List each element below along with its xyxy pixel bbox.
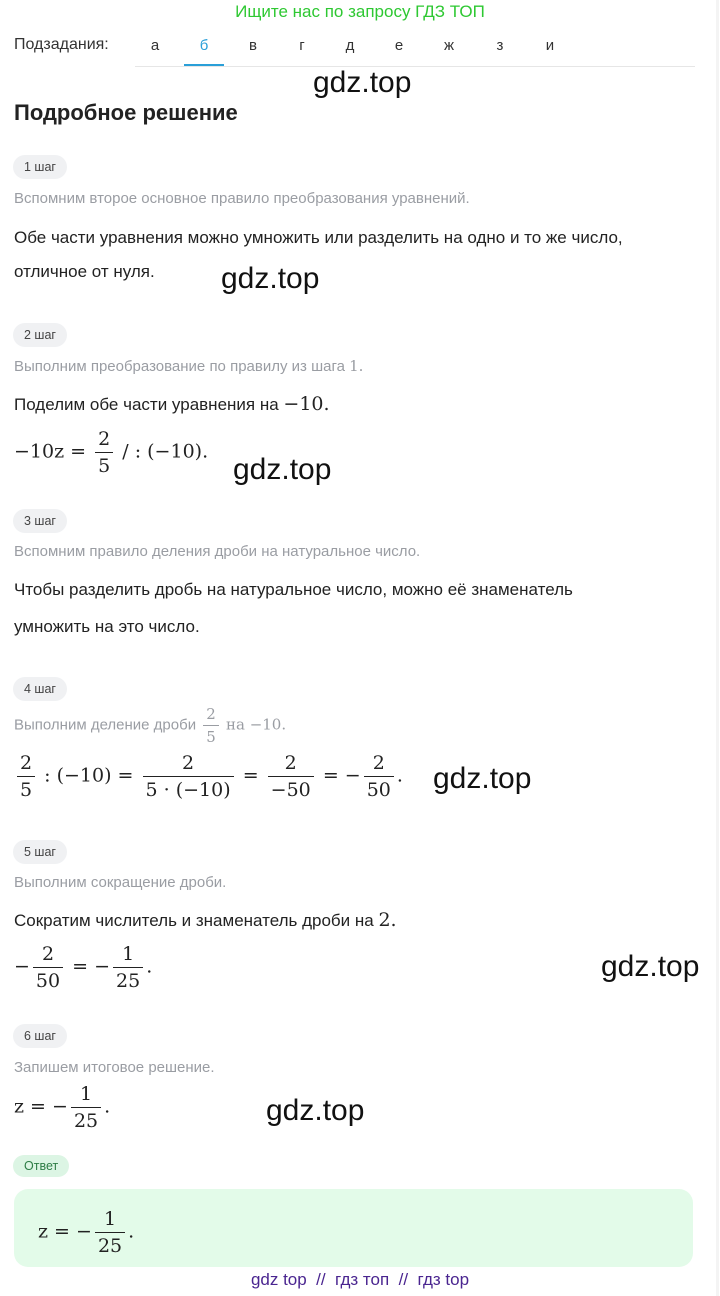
tab-b[interactable]: б [184, 28, 224, 66]
watermark: gdz.top [433, 762, 532, 795]
step-hint: Запишем итоговое решение. [14, 1059, 215, 1076]
step-hint: Вспомним второе основное правило преобразования уравнений. [14, 190, 470, 207]
fraction: $\frac{2}{50}$ [364, 752, 394, 801]
tab-e[interactable]: е [394, 37, 404, 54]
fraction: $\frac{2}{50}$ [33, 943, 63, 992]
search-banner: Ищите нас по запросу ГДЗ ТОП [235, 2, 485, 21]
equation: z = − $\frac{1}{25}$ . [14, 1083, 111, 1132]
step-badge: 3 шаг [13, 509, 67, 533]
fraction: $\frac{2}{5}$ [95, 428, 113, 477]
tab-a[interactable]: а [150, 37, 160, 54]
answer-badge: Ответ [13, 1155, 69, 1177]
step-badge: 1 шаг [13, 155, 67, 179]
watermark: gdz.top [313, 66, 412, 99]
step-hint: Выполним преобразование по правилу из шага 1. [14, 357, 364, 375]
equation: −10z = $\frac{2}{5}$ / : (−10). [14, 428, 209, 477]
step-text: Чтобы разделить дробь на натуральное число, можно её знаменатель [14, 580, 573, 599]
tab-g[interactable]: г [299, 37, 305, 54]
equation: $\frac{2}{5}$ : (−10) = $\frac{2}{5 \cdot (-10)}$ = $\frac{2}{-50}$ = − $\frac{2}{50}$ . [14, 752, 403, 801]
watermark: gdz.top [266, 1094, 365, 1127]
answer-equation: z = − $\frac{1}{25}$ . [38, 1208, 135, 1257]
tab-v[interactable]: в [249, 37, 257, 54]
page-title: Подробное решение [14, 100, 238, 125]
tab-d[interactable]: д [345, 37, 355, 54]
subtasks-label: Подзадания: [14, 36, 109, 53]
step-text: Сократим числитель и знаменатель дроби на 2. [14, 909, 397, 931]
watermark: gdz.top [233, 453, 332, 486]
footer-links[interactable]: gdz top // гдз топ // гдз top [250, 1270, 470, 1289]
tab-zh[interactable]: ж [443, 37, 455, 54]
step-text: отличное от нуля. [14, 262, 155, 281]
watermark: gdz.top [221, 262, 320, 295]
step-text: умножить на это число. [14, 617, 200, 636]
watermark: gdz.top [601, 950, 700, 983]
fraction: $\frac{1}{25}$ [113, 943, 143, 992]
step-hint: Выполним сокращение дроби. [14, 874, 227, 891]
step-text: Обе части уравнения можно умножить или разделить на одно и то же число, [14, 228, 623, 247]
scrollbar-track[interactable] [716, 0, 719, 1296]
step-hint: Вспомним правило деления дроби на натуральное число. [14, 543, 421, 560]
fraction: $\frac{1}{25}$ [95, 1208, 125, 1257]
subtasks-tabs [135, 28, 695, 67]
equation: − $\frac{2}{50}$ = − $\frac{1}{25}$ . [14, 943, 153, 992]
fraction: $\frac{2}{5}$ [17, 752, 35, 801]
fraction: $\frac{2}{5 \cdot (-10)}$ [143, 752, 234, 801]
step-hint: Выполним деление дроби $\frac{2}{5}$ на −10. [14, 705, 287, 746]
step-badge: 4 шаг [13, 677, 67, 701]
fraction: $\frac{2}{5}$ [203, 705, 219, 746]
step-badge: 2 шаг [13, 323, 67, 347]
tab-z[interactable]: з [496, 37, 504, 54]
fraction: $\frac{1}{25}$ [71, 1083, 101, 1132]
step-badge: 6 шаг [13, 1024, 67, 1048]
fraction: $\frac{2}{-50}$ [268, 752, 314, 801]
step-badge: 5 шаг [13, 840, 67, 864]
tab-i[interactable]: и [545, 37, 555, 54]
step-text: Поделим обе части уравнения на −10. [14, 393, 330, 415]
